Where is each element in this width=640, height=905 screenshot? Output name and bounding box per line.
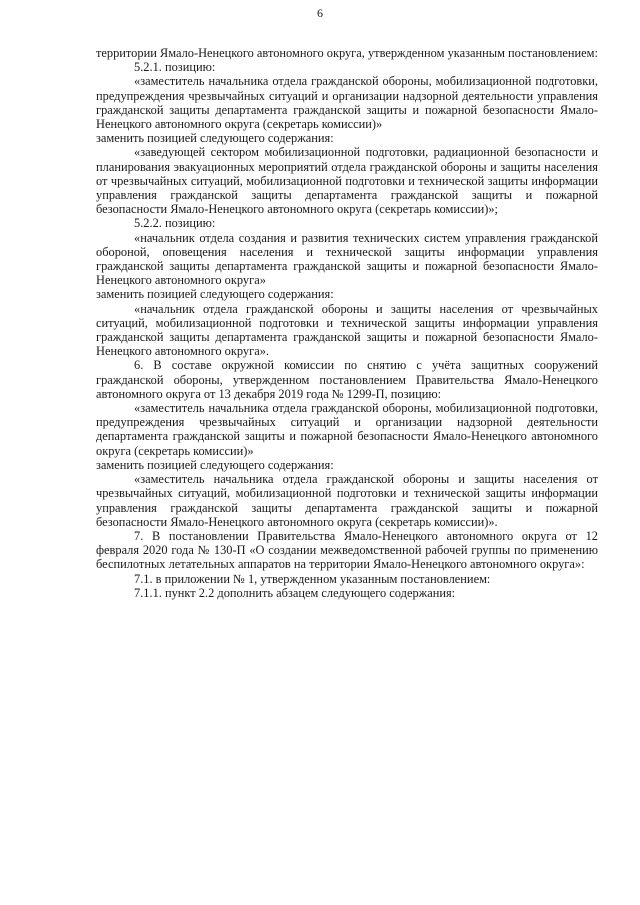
- paragraph: 6. В составе окружной комиссии по снятию с учёта защитных сооружений гражданской обороны, утвержденном постановлением Правительства Ямало-Ненецкого автономного округа от 13 декабря 2019 года № 1299-П, позицию:: [96, 358, 598, 401]
- paragraph: 7. В постановлении Правительства Ямало-Ненецкого автономного округа от 12 февраля 2020 года № 130-П «О создании межведомственной рабочей группы по применению беспилотных летательных аппаратов на территории Ямало-Ненецкого автономного округа»:: [96, 528, 598, 572]
- paragraph: заменить позицией следующего содержания:: [96, 131, 334, 146]
- paragraph: территории Ямало-Ненецкого автономного округа, утвержденном указанным постановлением:: [96, 46, 598, 60]
- paragraph: «заместитель начальника отдела гражданской обороны, мобилизационной подготовки, предупреждения чрезвычайных ситуаций и организации надзорной деятельности департамента гражданской защиты и пожарной безопасности Ямало-Ненецкого автономного округа (секретарь комиссии)»: [96, 401, 598, 458]
- paragraph: «заместитель начальника отдела гражданской обороны и защиты населения от чрезвычайных ситуаций, мобилизационной подготовки и технической защиты информации управления гражданской защиты департамента гражданской защиты и пожарной безопасности Ямало-Ненецкого автономного округа (секретарь комиссии)».: [96, 472, 598, 529]
- paragraph: 5.2.1. позицию:: [134, 60, 216, 75]
- paragraph: «заместитель начальника отдела гражданской обороны, мобилизационной подготовки, предупреждения чрезвычайных ситуаций и организации надзорной деятельности управления гражданской защиты департамента гражданской защиты и пожарной безопасности Ямало-Ненецкого автономного округа (секретарь комиссии)»: [96, 74, 598, 132]
- paragraph: «начальник отдела гражданской обороны и защиты населения от чрезвычайных ситуаций, мобилизационной подготовки и технической защиты информации управления гражданской защиты департамента гражданской защиты и пожарной безопасности Ямало-Ненецкого автономного округа».: [96, 301, 598, 359]
- paragraph: 5.2.2. позицию:: [134, 216, 216, 231]
- paragraph: заменить позицией следующего содержания:: [96, 287, 334, 302]
- paragraph: «заведующей сектором мобилизационной подготовки, радиационной безопасности и планирования эвакуационных мероприятий отдела гражданской обороны и защиты населения от чрезвычайных ситуаций, мобилизационной подготовки и технической защиты информации управления гражданской защиты департамента гражданской защиты и пожарной безопасности Ямало-Ненецкого автономного округа (секретарь комиссии)»;: [96, 145, 598, 217]
- paragraph: 7.1.1. пункт 2.2 дополнить абзацем следующего содержания:: [134, 585, 456, 600]
- document-body: [96, 46, 598, 600]
- paragraph: «начальник отдела создания и развития технических систем управления гражданской обороной, оповещения населения и технической защиты информации управления гражданской защиты департамента гражданской защиты и пожарной безопасности Ямало-Ненецкого автономного округа»: [96, 230, 598, 288]
- page-number: 6: [317, 6, 323, 20]
- paragraph: 7.1. в приложении № 1, утвержденном указанным постановлением:: [134, 571, 491, 586]
- paragraph: заменить позицией следующего содержания:: [96, 457, 334, 472]
